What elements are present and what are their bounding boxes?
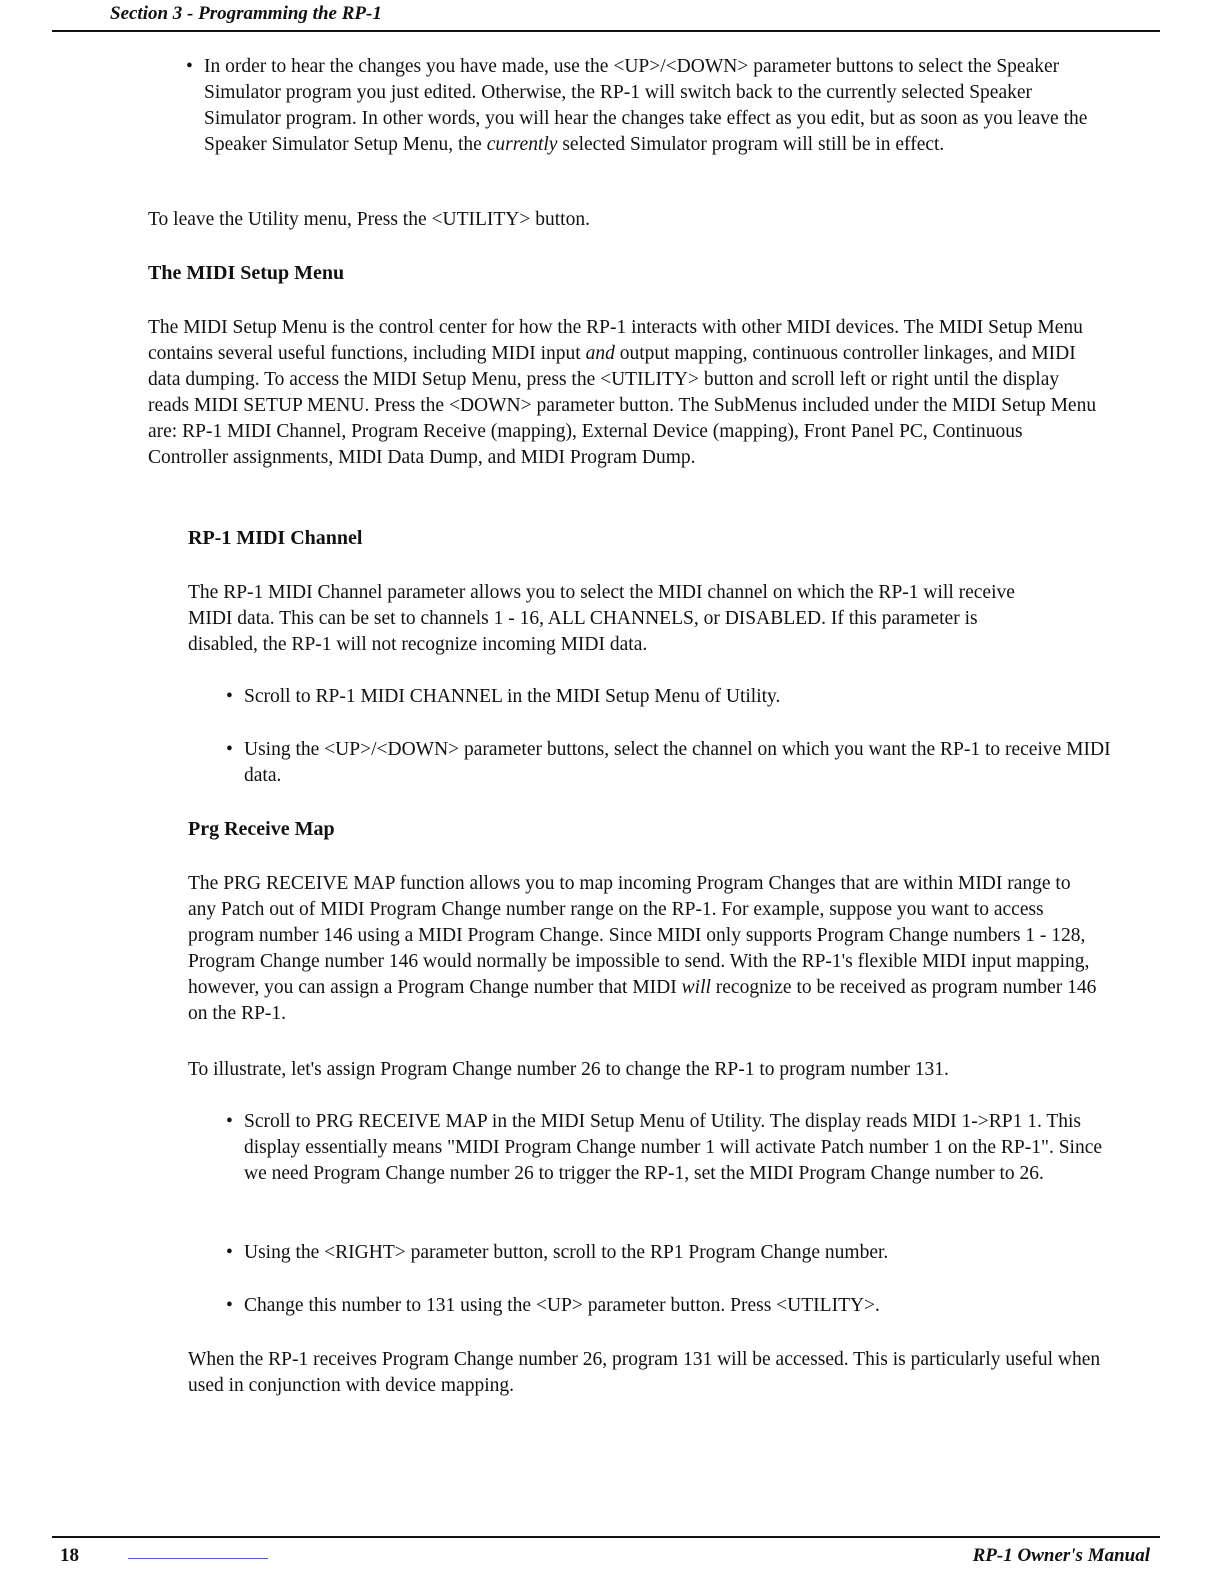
bullet-icon: • [226,1111,233,1132]
utility-leave-text: To leave the Utility menu, Press the <UTILITY> button. [148,209,590,230]
bullet-icon: • [226,739,233,760]
section-header: Section 3 - Programming the RP-1 [110,3,382,24]
bullet-icon: • [186,56,193,77]
prg-receive-paragraph [188,871,1098,1027]
bullet-text: In order to hear the changes you have made, use the <UP>/<DOWN> parameter buttons to select the Speaker Simulator program you just edited. Otherwise, the RP-1 will switch back to the currently selected Speaker Simulator program. In other words, you will hear the changes take effect as you edit, but as soon as you leave the Speaker Simulator Setup Menu, the [204,56,1088,155]
paragraph-text: The PRG RECEIVE MAP function allows you to map incoming Program Changes that are within MIDI range to any Patch out of MIDI Program Change number range on the RP-1. For example, suppose you want to access program number 146 using a MIDI Program Change. Since MIDI only supports Program Change numbers 1 - 128, Program Change number 146 would normally be impossible to send. With the RP-1's flexible MIDI input mapping, however, you can assign a Program Change number that MIDI [188,873,1090,998]
midi-setup-heading: The MIDI Setup Menu [148,262,345,284]
bullet-icon: • [226,1295,233,1316]
list-item [226,737,1124,789]
closing-paragraph: When the RP-1 receives Program Change number 26, program 131 will be accessed. This is particularly useful when used in conjunction with device mapping. [188,1349,1101,1396]
illustrate-text: To illustrate, let's assign Program Change number 26 to change the RP-1 to program number 131. [188,1059,949,1080]
midi-channel-paragraph: The RP-1 MIDI Channel parameter allows you to select the MIDI channel on which the RP-1 will receive MIDI data. This can be set to channels 1 - 16, ALL CHANNELS, or DISABLED. If this parameter is disabled, the RP-1 will not recognize incoming MIDI data. [188,582,1015,655]
list-item [226,1240,1104,1266]
emphasis-text: currently [486,134,558,155]
page-number: 18 [60,1545,79,1566]
list-item [226,1293,1104,1319]
header-rule [52,30,1160,32]
bullet-icon: • [226,686,233,707]
bullet-icon: • [226,1242,233,1263]
footer-short-rule [128,1558,268,1559]
list-item [226,1109,1104,1187]
paragraph-text: output mapping, continuous controller linkages, and MIDI data dumping. To access the MIDI Setup Menu, press the <UTILITY> button and scroll left or right until the display reads MIDI SETUP MENU. Press the <DOWN> parameter button. The SubMenus included under the MIDI Setup Menu are: RP-1 MIDI Channel, Program Receive (mapping), External Device (mapping), Front Panel PC, Continuous Controller assignments, MIDI Data Dump, and MIDI Program Dump. [148,343,1097,468]
emphasis-text: will [681,977,711,998]
midi-setup-paragraph [148,315,1098,471]
bullet-text: Scroll to RP-1 MIDI CHANNEL in the MIDI Setup Menu of Utility. [244,686,781,707]
bullet-text: Using the <UP>/<DOWN> parameter buttons, select the channel on which you want the RP-1 to receive MIDI data. [244,739,1111,786]
bullet-text: Change this number to 131 using the <UP> parameter button. Press <UTILITY>. [244,1295,880,1316]
list-item [186,54,1104,158]
bullet-text: selected Simulator program will still be in effect. [557,134,945,155]
paragraph-text: recognize to be received as program number 146 on the RP-1. [188,977,1097,1024]
list-item [226,684,1124,710]
midi-channel-heading: RP-1 MIDI Channel [188,527,363,549]
prg-receive-heading: Prg Receive Map [188,818,335,840]
bullet-text: Scroll to PRG RECEIVE MAP in the MIDI Setup Menu of Utility. The display reads MIDI 1->RP1 1. This display essentially means "MIDI Program Change number 1 will activate Patch number 1 on the RP-1". Since we need Program Change number 26 to trigger the RP-1, set the MIDI Program Change number to 26. [244,1111,1103,1184]
emphasis-text: and [585,343,615,364]
paragraph-text: The MIDI Setup Menu is the control center for how the RP-1 interacts with other MIDI devices. The MIDI Setup Menu contains several useful functions, including MIDI input [148,317,1083,364]
manual-title: RP-1 Owner's Manual [972,1545,1150,1566]
footer-rule [52,1536,1160,1538]
bullet-text: Using the <RIGHT> parameter button, scroll to the RP1 Program Change number. [244,1242,889,1263]
